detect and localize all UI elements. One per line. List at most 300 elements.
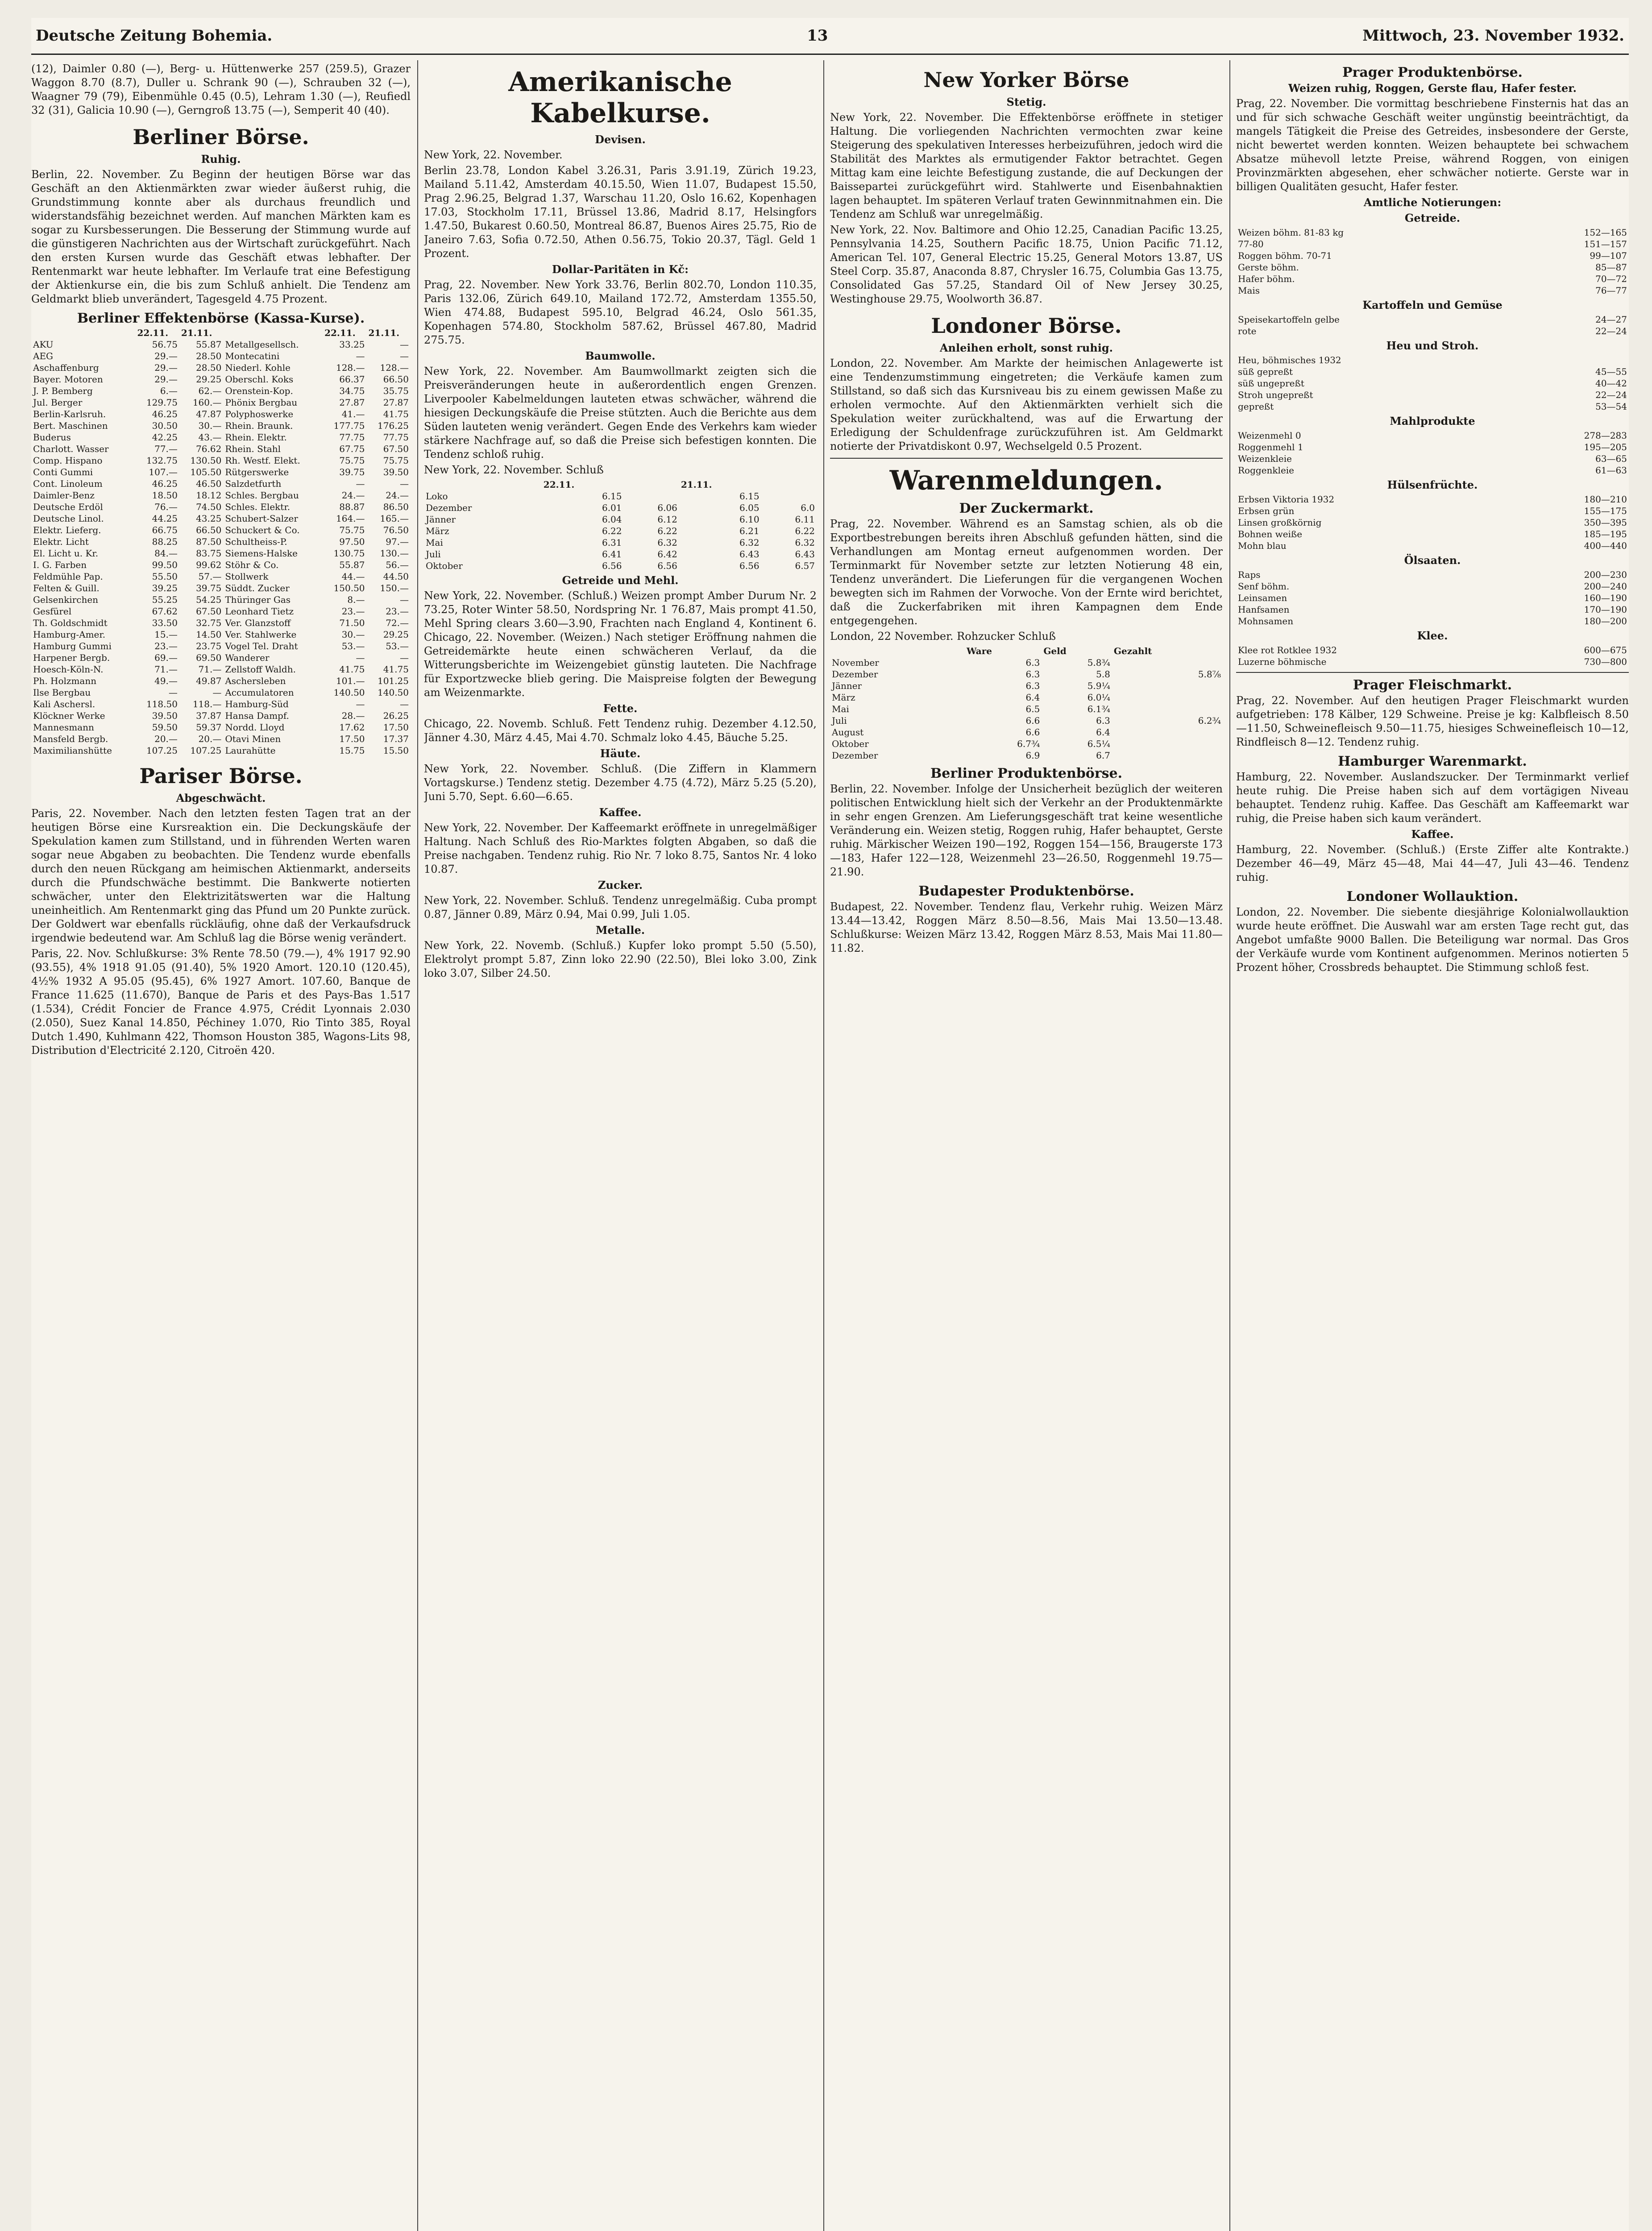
- table-cell: Wanderer: [225, 652, 270, 663]
- table-cell: 6.06: [657, 502, 677, 513]
- heu-table: [1236, 354, 1629, 412]
- column-4: [1236, 60, 1629, 2231]
- table-cell: 6.15: [602, 491, 622, 502]
- table-cell: 132.75: [146, 455, 178, 466]
- table-cell: Loko: [426, 491, 448, 502]
- ny-boerse-title: New Yorker Börse: [923, 68, 1129, 92]
- table-cell: [1532, 354, 1629, 366]
- berlin-boerse-text: Berlin, 22. November. Zu Beginn der heutigen Börse war das Geschäft an den Aktienmärkten zwar wieder äußerst ruhig, die Grundstimmung konnte aber als durchaus freundlich und widerstandsfähig bezeichnet werden. Auf manchen Märkten kam es sogar zu Kursbesserungen. Die Besserung der Stimmung wurde auf die günstigeren Nachrichten aus der Wirtschaft zurückgeführt. Nach den ersten Kursen wurde das Geschäft etwas lebhafter. Der Rentenmarkt war heute lebhafter. Im Verlaufe trat eine Befestigung der Aktienkurse ein, die bis zum Schluß anhielt. Die Tendenz am Geldmarkt blieb unverändert, Tagesgeld 4.75 Prozent.: [31, 168, 411, 305]
- table-cell: 15.—: [154, 629, 178, 640]
- dollar-paritaeten-text: Prag, 22. November. New York 33.76, Berlin 802.70, London 110.35, Paris 132.06, Zürich 649.10, Mailand 172.72, Amsterdam 1355.50, Wien 474.88, Budapest 595.10, Belgrad 46.24, Oslo 561.35, Kopenhagen 574.80, Stockholm 587.62, Brüssel 467.80, Madrid 275.75.: [424, 278, 817, 346]
- table-cell: —: [356, 699, 365, 709]
- table-cell: Felten & Guill.: [33, 583, 100, 593]
- table-cell: 177.75: [333, 420, 365, 431]
- section-divider: [1236, 672, 1629, 673]
- table-cell: 6.05: [739, 502, 760, 513]
- notierung-row: [1236, 389, 1629, 401]
- zuckermarkt-text: Prag, 22. November. Während es an Samstag schien, als ob die Exportbestrebungen bereits ihren Abschluß gefunden hätten, sind die Verhandlungen am Montag erneut aufgenommen worden. Der Terminmarkt für November setzte zur letzten Notierung 48 ein, Tendenz unverändert. Die Lieferungen für die vergangenen Wochen bewegten sich im Rahmen der Vorwoche. Von der Ernte wird berichtet, daß die Zuckerfabriken mit ihren Kampagnen dem Ende entgegengehen.: [830, 518, 1223, 627]
- table-cell: 18.50: [152, 490, 178, 501]
- notierung-row: [1236, 354, 1629, 366]
- amtliche-title: Amtliche Notierungen:: [1363, 196, 1502, 209]
- table-cell: 77.—: [154, 444, 178, 454]
- zucker-row: [830, 726, 1223, 738]
- table-header-cell: Gezahlt: [1113, 646, 1152, 656]
- table-cell: 6.32: [657, 537, 677, 548]
- effekten-row: [31, 675, 411, 687]
- table-header-cell: 22.11.: [543, 479, 575, 490]
- table-cell: Aschaffenburg: [33, 362, 99, 373]
- table-cell: 29.—: [154, 351, 178, 361]
- table-cell: —: [356, 652, 365, 663]
- getreide-table: [1236, 227, 1629, 296]
- table-cell: Stroh ungepreßt: [1238, 390, 1313, 400]
- table-cell: 6.5: [1025, 704, 1040, 714]
- table-cell: Luzerne böhmische: [1238, 656, 1327, 667]
- budapester-produkten-title: Budapester Produktenbörse.: [918, 883, 1134, 899]
- table-cell: 278—283: [1584, 430, 1627, 441]
- cotton-row: [424, 560, 817, 572]
- zucker-row: [830, 668, 1223, 680]
- table-cell: 150.—: [380, 583, 409, 593]
- table-cell: 6.43: [795, 549, 815, 560]
- notierung-row: [1236, 569, 1629, 581]
- table-cell: Erbsen grün: [1238, 506, 1295, 516]
- column-2: [424, 60, 817, 2231]
- table-cell: Oktober: [832, 738, 869, 749]
- table-cell: 44.—: [341, 571, 365, 582]
- table-cell: November: [832, 657, 879, 668]
- table-cell: 6.21: [739, 526, 760, 536]
- table-cell: 53.—: [341, 641, 365, 651]
- effekten-row: [31, 722, 411, 733]
- table-cell: 46.25: [152, 478, 178, 489]
- notierung-row: [1236, 581, 1629, 592]
- table-cell: 118.50: [146, 699, 178, 709]
- table-cell: 5.8¾: [1087, 657, 1110, 668]
- notierung-row: [1236, 441, 1629, 453]
- table-cell: Hanfsamen: [1238, 604, 1290, 615]
- effekten-row: [31, 733, 411, 745]
- effekten-row: [31, 571, 411, 582]
- table-cell: 176.25: [378, 420, 409, 431]
- table-cell: 71.—: [198, 664, 222, 675]
- table-cell: Aschersleben: [225, 676, 286, 686]
- table-cell: Klöckner Werke: [33, 710, 105, 721]
- table-cell: 53—54: [1595, 401, 1627, 412]
- table-cell: [761, 490, 817, 502]
- table-cell: 39.50: [152, 710, 178, 721]
- table-cell: Siemens-Halske: [225, 548, 298, 559]
- vienna-continuation: (12), Daimler 0.80 (—), Berg- u. Hüttenwerke 257 (259.5), Grazer Waggon 8.70 (8.7), Duller u. Schrank 90 (—), Schrauben 32 (—), Waagner 79 (79), Eibenmühle 0.45 (0.5), Lehram 1.30 (—), Reufiedl 32 (31), Galicia 10.90 (—), Gerngroß 13.75 (—), Semperit 40 (40).: [31, 62, 411, 116]
- columns: [31, 60, 1629, 2231]
- table-cell: 47.87: [196, 409, 222, 419]
- table-cell: 37.87: [196, 710, 222, 721]
- table-cell: Laurahütte: [225, 745, 276, 756]
- table-cell: 71.50: [339, 618, 365, 628]
- table-cell: Oberschl. Koks: [225, 374, 294, 385]
- table-cell: 75.75: [339, 455, 365, 466]
- klee-table: [1236, 644, 1629, 668]
- table-cell: 76—77: [1595, 285, 1627, 296]
- table-cell: Roggen böhm. 70-71: [1238, 250, 1332, 261]
- table-cell: Zellstoff Waldh.: [225, 664, 296, 675]
- table-cell: 55.87: [196, 339, 222, 350]
- oel-table: [1236, 569, 1629, 627]
- table-cell: Schultheiss-P.: [225, 536, 287, 547]
- table-cell: Buderus: [33, 432, 71, 443]
- notierung-row: [1236, 325, 1629, 337]
- table-cell: Klee rot Rotklee 1932: [1238, 645, 1337, 655]
- table-cell: 55.87: [339, 560, 365, 570]
- table-cell: 42.25: [152, 432, 178, 443]
- paris-boerse-title: Pariser Börse.: [139, 764, 303, 788]
- table-cell: 30.50: [152, 420, 178, 431]
- header-page-number: 13: [807, 27, 828, 45]
- table-cell: Elektr. Licht: [33, 536, 89, 547]
- table-cell: Berlin-Karlsruh.: [33, 409, 106, 419]
- haeute-text: New York, 22. November. Schluß. (Die Ziffern in Klammern Vortagskurse.) Tendenz stetig. Dezember 4.75 (4.72), März 5.25 (5.20), Juni 5.70, Sept. 6.60—6.65.: [424, 763, 817, 803]
- table-cell: Stöhr & Co.: [225, 560, 279, 570]
- fleischmarkt-title: Prager Fleischmarkt.: [1353, 677, 1512, 693]
- effekten-row: [31, 431, 411, 443]
- table-cell: 66.75: [152, 525, 178, 535]
- effekten-row: [31, 652, 411, 663]
- table-cell: 87.50: [196, 536, 222, 547]
- klee-label: Klee.: [1417, 629, 1448, 642]
- table-cell: Vogel Tel. Draht: [225, 641, 298, 651]
- table-cell: Weizenmehl 0: [1238, 430, 1301, 441]
- hamburg-kaffee-text: Hamburg, 22. November. (Schluß.) (Erste Ziffer alte Kontrakte.) Dezember 46—49, März 45—48, Mai 44—47, Juli 43—46. Tendenz ruhig.: [1236, 843, 1629, 883]
- table-cell: 59.37: [196, 722, 222, 733]
- table-cell: Juli: [426, 549, 441, 560]
- table-cell: 5.8: [1096, 669, 1110, 680]
- wollauktion-title: Londoner Wollauktion.: [1346, 889, 1519, 904]
- table-cell: 67.75: [339, 444, 365, 454]
- paris-boerse-subtitle: Abgeschwächt.: [176, 792, 266, 804]
- paris-kurse-text: Paris, 22. Nov. Schlußkurse: 3% Rente 78.50 (79.—), 4% 1917 92.90 (93.55), 4% 1918 91.05 (91.40), 5% 1920 Amort. 120.10 (120.45), 4½% 1932 A 95.05 (95.45), 6% 1927 Amort. 107.60, Banque de France 11.625 (11.670), Banque de Paris et des Pays-Bas 1.517 (1.534), Crédit Foncier de France 4.975, Crédit Lyonnais 2.030 (2.050), Suez Kanal 14.850, Péchiney 1.070, Rio Tinto 385, Royal Dutch 1.490, Kuhlmann 422, Thomson Houston 385, Wagons-Lits 98, Distribution d'Electricité 2.120, Citroën 420.: [31, 947, 411, 1057]
- table-cell: 6.1¾: [1087, 704, 1110, 714]
- page-header: [31, 18, 1629, 55]
- kaffee-text: New York, 22. November. Der Kaffeemarkt eröffnete in unregelmäßiger Haltung. Nach Schluß des Rio-Marktes folgten Abgaben, so daß die Preise nachgaben. Tendenz ruhig. Rio Nr. 7 loko 8.75, Santos Nr. 4 loko 10.87.: [424, 821, 817, 875]
- kartoffel-table: [1236, 314, 1629, 337]
- table-cell: 55.25: [152, 594, 178, 605]
- table-cell: 30.—: [198, 420, 222, 431]
- table-cell: Maximilianshütte: [33, 745, 112, 756]
- table-cell: 33.50: [152, 618, 178, 628]
- table-cell: 27.87: [339, 397, 365, 408]
- table-cell: Leinsamen: [1238, 593, 1287, 603]
- table-cell: 67.50: [196, 606, 222, 617]
- effekten-row: [31, 397, 411, 408]
- table-cell: 44.25: [152, 513, 178, 524]
- table-cell: 107.25: [190, 745, 222, 756]
- table-cell: 140.50: [378, 687, 409, 698]
- table-cell: Kali Aschersl.: [33, 699, 95, 709]
- table-cell: Harpener Bergb.: [33, 652, 110, 663]
- table-header-cell: 21.11.: [181, 328, 212, 338]
- mahl-table: [1236, 430, 1629, 476]
- table-cell: 6.3: [1096, 715, 1110, 726]
- cotton-table: [424, 479, 817, 572]
- notierung-row: [1236, 261, 1629, 273]
- table-cell: 63—65: [1595, 453, 1627, 464]
- table-cell: Accumulatoren: [225, 687, 294, 698]
- table-header-cell: [761, 479, 817, 490]
- table-cell: 44.50: [383, 571, 409, 582]
- table-cell: 6.56: [657, 560, 677, 571]
- table-cell: 46.25: [152, 409, 178, 419]
- table-cell: Deutsche Erdöl: [33, 502, 103, 512]
- table-cell: Leonhard Tietz: [225, 606, 294, 617]
- header-publication: Deutsche Zeitung Bohemia.: [36, 27, 273, 45]
- notierung-row: [1236, 401, 1629, 412]
- notierung-row: [1236, 540, 1629, 552]
- table-cell: 40—42: [1595, 378, 1627, 389]
- table-cell: 6.4: [1096, 727, 1110, 738]
- table-cell: 33.25: [339, 339, 365, 350]
- table-cell: 129.75: [146, 397, 178, 408]
- table-cell: 55.50: [152, 571, 178, 582]
- table-cell: Comp. Hispano: [33, 455, 103, 466]
- zucker-row: [830, 703, 1223, 715]
- table-cell: 32.75: [196, 618, 222, 628]
- table-cell: 730—800: [1584, 656, 1627, 667]
- effekten-row: [31, 455, 411, 466]
- table-cell: 23.75: [196, 641, 222, 651]
- table-cell: —: [212, 687, 222, 698]
- london-boerse-title: Londoner Börse.: [931, 314, 1122, 338]
- cotton-table-title: New York, 22. November. Schluß: [424, 464, 604, 476]
- table-cell: Weizen böhm. 81-83 kg: [1238, 227, 1344, 238]
- table-cell: 99.50: [152, 560, 178, 570]
- table-cell: 20.—: [154, 734, 178, 744]
- effekten-row: [31, 536, 411, 547]
- table-cell: 160.—: [192, 397, 222, 408]
- table-cell: Gelsenkirchen: [33, 594, 99, 605]
- table-cell: 69.50: [196, 652, 222, 663]
- effekten-row: [31, 582, 411, 594]
- table-cell: 70—72: [1595, 274, 1627, 284]
- table-cell: Cont. Linoleum: [33, 478, 103, 489]
- table-cell: Senf böhm.: [1238, 581, 1290, 592]
- table-cell: 23.—: [154, 641, 178, 651]
- table-cell: 76.—: [154, 502, 178, 512]
- table-cell: 29.25: [383, 629, 409, 640]
- table-header-cell: 22.11.: [324, 328, 356, 338]
- table-cell: 67.62: [152, 606, 178, 617]
- effekten-row: [31, 339, 411, 350]
- table-cell: Deutsche Linol.: [33, 513, 104, 524]
- table-cell: 84.—: [154, 548, 178, 559]
- table-cell: 28.50: [196, 362, 222, 373]
- table-cell: 8.—: [347, 594, 365, 605]
- huelsen-label: Hülsenfrüchte.: [1387, 478, 1478, 491]
- getreide-mehl-text: New York, 22. November. (Schluß.) Weizen prompt Amber Durum Nr. 2 73.25, Roter Winter 58.50, Nordspring Nr. 1 76.87, Mais prompt 41.50, Mehl Spring clears 3.60—3.90, Frachten nach England 4, Kontinent 6. Chicago, 22. November. (Weizen.) Nach stetiger Eröffnung nahmen die Getreidemärkte heute einen schwächeren Verlauf, da die Witterungsberichte im Weizengebiet günstig lauteten. Die Nachfrage für Exportzwecke blieb gering. Die Maispreise folgten der Bewegung am Weizenmarkte.: [424, 589, 817, 699]
- table-cell: Speisekartoffeln gelbe: [1238, 314, 1340, 325]
- column-rule: [1229, 60, 1230, 2231]
- cotton-row: [424, 514, 817, 525]
- table-cell: Charlott. Wasser: [33, 444, 109, 454]
- table-cell: 200—240: [1584, 581, 1627, 592]
- table-cell: 85—87: [1595, 262, 1627, 273]
- table-cell: Schles. Elektr.: [225, 502, 291, 512]
- heu-label: Heu und Stroh.: [1386, 339, 1479, 352]
- table-cell: 600—675: [1584, 645, 1627, 655]
- table-cell: 6.5¼: [1087, 738, 1110, 749]
- table-cell: 17.50: [339, 734, 365, 744]
- table-cell: Mansfeld Bergb.: [33, 734, 108, 744]
- table-cell: 39.25: [152, 583, 178, 593]
- berlin-boerse-subtitle: Ruhig.: [201, 153, 241, 166]
- section-divider: [830, 458, 1223, 459]
- table-cell: Mannesmann: [33, 722, 94, 733]
- table-cell: 140.50: [333, 687, 365, 698]
- table-cell: Dezember: [832, 750, 878, 761]
- effekten-row: [31, 687, 411, 698]
- table-cell: 45—55: [1595, 366, 1627, 377]
- table-cell: Roggenmehl 1: [1238, 442, 1303, 452]
- table-cell: 29.—: [154, 362, 178, 373]
- table-cell: 5.8⅞: [1198, 669, 1221, 680]
- table-cell: Otavi Minen: [225, 734, 281, 744]
- table-cell: —: [400, 699, 409, 709]
- table-cell: 97.50: [339, 536, 365, 547]
- table-cell: 6.3: [1025, 669, 1040, 680]
- table-cell: 86.50: [383, 502, 409, 512]
- table-cell: Hafer böhm.: [1238, 274, 1295, 284]
- table-cell: 41.—: [341, 409, 365, 419]
- effekten-row: [31, 513, 411, 524]
- table-cell: Ilse Bergbau: [33, 687, 91, 698]
- table-cell: 76.62: [196, 444, 222, 454]
- table-cell: 130.75: [333, 548, 365, 559]
- table-cell: 6.32: [795, 537, 815, 548]
- table-cell: 6.57: [795, 560, 815, 571]
- table-cell: Schubert-Salzer: [225, 513, 298, 524]
- effekten-row: [31, 478, 411, 489]
- zucker-row: [830, 750, 1223, 761]
- table-cell: 6.12: [657, 514, 677, 525]
- table-cell: —: [168, 687, 178, 698]
- notierung-row: [1236, 227, 1629, 238]
- table-cell: Schles. Bergbau: [225, 490, 299, 501]
- hamburger-warenmarkt-text: Hamburg, 22. November. Auslandszucker. Der Terminmarkt verlief heute ruhig. Die Preise haben sich auf dem vortägigen Niveau behauptet. Tendenz ruhig. Kaffee. Das Geschäft am Kaffeemarkt war ruhig, die Preise haben sich kaum verändert.: [1236, 771, 1629, 825]
- table-cell: 6.9: [1025, 750, 1040, 761]
- table-cell: 6.3: [1025, 680, 1040, 691]
- table-cell: 6.4: [1025, 692, 1040, 703]
- table-cell: 77-80: [1238, 239, 1264, 249]
- effekten-row: [31, 698, 411, 710]
- table-cell: 6.7¾: [1017, 738, 1040, 749]
- table-cell: —: [400, 478, 409, 489]
- table-cell: 29.25: [196, 374, 222, 385]
- table-cell: 75.75: [383, 455, 409, 466]
- table-cell: 66.37: [339, 374, 365, 385]
- table-cell: 57.—: [198, 571, 222, 582]
- table-cell: Ph. Holzmann: [33, 676, 97, 686]
- table-cell: 75.75: [339, 525, 365, 535]
- table-cell: Bert. Maschinen: [33, 420, 108, 431]
- table-cell: Conti Gummi: [33, 467, 93, 477]
- table-cell: 24.—: [341, 490, 365, 501]
- table-cell: rote: [1238, 326, 1257, 336]
- table-cell: Hansa Dampf.: [225, 710, 289, 721]
- ny-devisen-head: New York, 22. November.: [424, 149, 563, 161]
- effekten-row: [31, 420, 411, 431]
- table-cell: 6.22: [657, 526, 677, 536]
- table-cell: 83.75: [196, 548, 222, 559]
- table-cell: 6.41: [602, 549, 622, 560]
- budapester-produkten-text: Budapest, 22. November. Tendenz flau, Verkehr ruhig. Weizen März 13.44—13.42, Roggen März 8.50—8.56, Mais Mai 13.50—13.48. Schlußkurse: Weizen März 13.42, Roggen März 8.53, Mais Mai 11.80—11.82.: [830, 900, 1223, 954]
- table-cell: Metallgesellsch.: [225, 339, 299, 350]
- effekten-row: [31, 501, 411, 513]
- table-cell: 54.25: [196, 594, 222, 605]
- effekten-row: [31, 629, 411, 640]
- column-rule: [823, 60, 824, 2231]
- table-cell: 49.—: [154, 676, 178, 686]
- table-cell: 165.—: [380, 513, 409, 524]
- table-cell: [1112, 726, 1223, 738]
- table-cell: —: [400, 594, 409, 605]
- table-cell: Nordd. Lloyd: [225, 722, 285, 733]
- header-date: Mittwoch, 23. November 1932.: [1362, 27, 1624, 45]
- table-cell: 101.—: [336, 676, 365, 686]
- table-cell: 105.50: [190, 467, 222, 477]
- notierung-row: [1236, 366, 1629, 377]
- table-header-cell: Ware: [967, 646, 992, 656]
- table-cell: 56.—: [386, 560, 409, 570]
- table-cell: 28.50: [196, 351, 222, 361]
- table-cell: 107.25: [146, 745, 178, 756]
- table-cell: 6.04: [602, 514, 622, 525]
- zucker-text: New York, 22. November. Schluß. Tendenz unregelmäßig. Cuba prompt 0.87, Jänner 0.89, März 0.94, Mai 0.99, Juli 1.05.: [424, 894, 817, 921]
- table-cell: Roggenkleie: [1238, 465, 1295, 476]
- fette-subtitle: Fette.: [603, 702, 638, 715]
- table-cell: Hoesch-Köln-N.: [33, 664, 104, 675]
- table-cell: [1112, 750, 1223, 761]
- table-cell: 69.—: [154, 652, 178, 663]
- table-cell: 6.3: [1025, 657, 1040, 668]
- table-cell: 22—24: [1595, 390, 1627, 400]
- table-cell: Bohnen weiße: [1238, 529, 1303, 539]
- table-cell: 61—63: [1595, 465, 1627, 476]
- warenmeldungen-title: Warenmeldungen.: [889, 465, 1163, 496]
- table-cell: Daimler-Benz: [33, 490, 95, 501]
- table-cell: AKU: [33, 339, 54, 350]
- table-cell: Jänner: [832, 680, 862, 691]
- table-cell: 150.50: [333, 583, 365, 593]
- table-cell: 152—165: [1584, 227, 1627, 238]
- effekten-row: [31, 385, 411, 397]
- table-cell: 6.10: [739, 514, 760, 525]
- table-cell: Th. Goldschmidt: [33, 618, 108, 628]
- table-cell: 130.—: [380, 548, 409, 559]
- table-cell: 6.42: [657, 549, 677, 560]
- berlin-boerse-title: Berliner Börse.: [133, 125, 309, 149]
- table-cell: [1112, 692, 1223, 703]
- table-cell: Mai: [426, 537, 443, 548]
- table-cell: August: [832, 727, 864, 738]
- notierung-row: [1236, 273, 1629, 285]
- table-cell: 77.75: [339, 432, 365, 443]
- table-cell: —: [356, 478, 365, 489]
- table-cell: 185—195: [1584, 529, 1627, 539]
- notierung-row: [1236, 505, 1629, 517]
- notierung-row: [1236, 615, 1629, 627]
- table-cell: 128.—: [380, 362, 409, 373]
- table-cell: 34.75: [339, 386, 365, 396]
- table-cell: J. P. Bemberg: [33, 386, 93, 396]
